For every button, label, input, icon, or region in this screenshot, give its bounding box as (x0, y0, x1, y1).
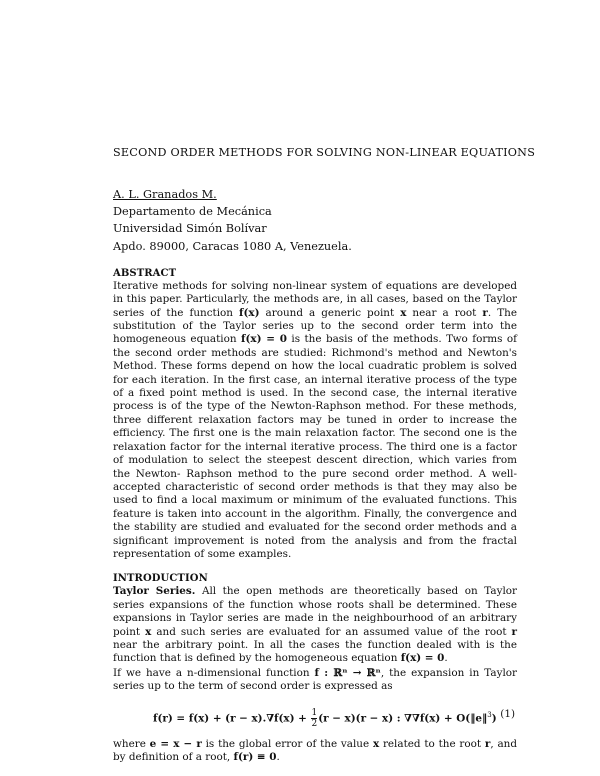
author-block (113, 186, 517, 255)
introduction-paragraph-2: If we have a n-dimensional function f : ℝⁿ → ℝⁿ, the expansion in Taylor series up to the term of second order is expressed as (113, 666, 518, 693)
abstract-heading: ABSTRACT (113, 267, 177, 279)
equation-body: f(r) = f(x) + (r − x).∇f(x) + $\frac{1}{2}$ (r − x)(r − x) : ∇∇f(x) + O(‖e‖$^3$) (153, 707, 497, 729)
paper-content (113, 146, 536, 764)
introduction-paragraph-1: Taylor Series. All the open methods are theoretically based on Taylor series expansions of the function whose roots shall be determined. These expansions in Taylor series are made in the neighbourhood of an arbitrary point x and such series are evaluated for an assumed value of the root r near the arbitrary point. In all the cases the function dealed with is the function that is defined by the homogeneous equation f(x) = 0. (113, 585, 518, 665)
equation-1 (113, 698, 517, 734)
author-address: Apdo. 89000, Caracas 1080 A, Venezuela. (113, 239, 352, 253)
abstract-text: Iterative methods for solving non-linear system of equations are developed in this paper. Particularly, the methods are, in all cases, based on the Taylor series of the function f(x) around a generic point x near a root r. The substitution of the Taylor series up to the second order term into the homogeneous equation f(x) = 0 is the basis of the methods. Two forms of the second order methods are studied: Richmond's method and Newton's Method. These forms depend on how the local cuadratic problem is solved for each iteration. In the first case, an internal iterative process of the type of a fixed point method is used. In the second case, the internal iterative process is of the type of the Newton-Raphson method. For these methods, three different relaxation factors may be tuned in order to increase the efficiency. The first one is the main relaxation factor. The second one is the relaxation factor for the internal iterative process. The third one is a factor of modulation to select the steepest descent direction, which varies from the Newton- Raphson method to the pure second order method. A well-accepted characteristic of second order methods is that they may also be used to find a local maximum or minimum of the evaluated functions. This feature is taken into account in the algorithm. Finally, the convergence and the stability are studied and evaluated for the second order methods and a significant improvement is noted from the analysis and from the fractal representation of some examples. (113, 279, 518, 560)
introduction-paragraph-3: where e = x − r is the global error of the value x related to the root r, and by definition of a root, f(r) ≡ 0. (113, 737, 517, 763)
runin-heading: Taylor Series. (113, 585, 196, 598)
paper-title: SECOND ORDER METHODS FOR SOLVING NON-LINEAR EQUATIONS (113, 146, 536, 159)
equation-number: (1) (500, 707, 515, 720)
author-department: Departamento de Mecánica (113, 205, 272, 219)
equation-fraction: $\frac{1}{2}$ (311, 707, 318, 729)
author-university: Universidad Simón Bolívar (113, 222, 267, 236)
introduction-heading: INTRODUCTION (113, 573, 208, 585)
author-name: A. L. Granados M. (113, 188, 217, 201)
